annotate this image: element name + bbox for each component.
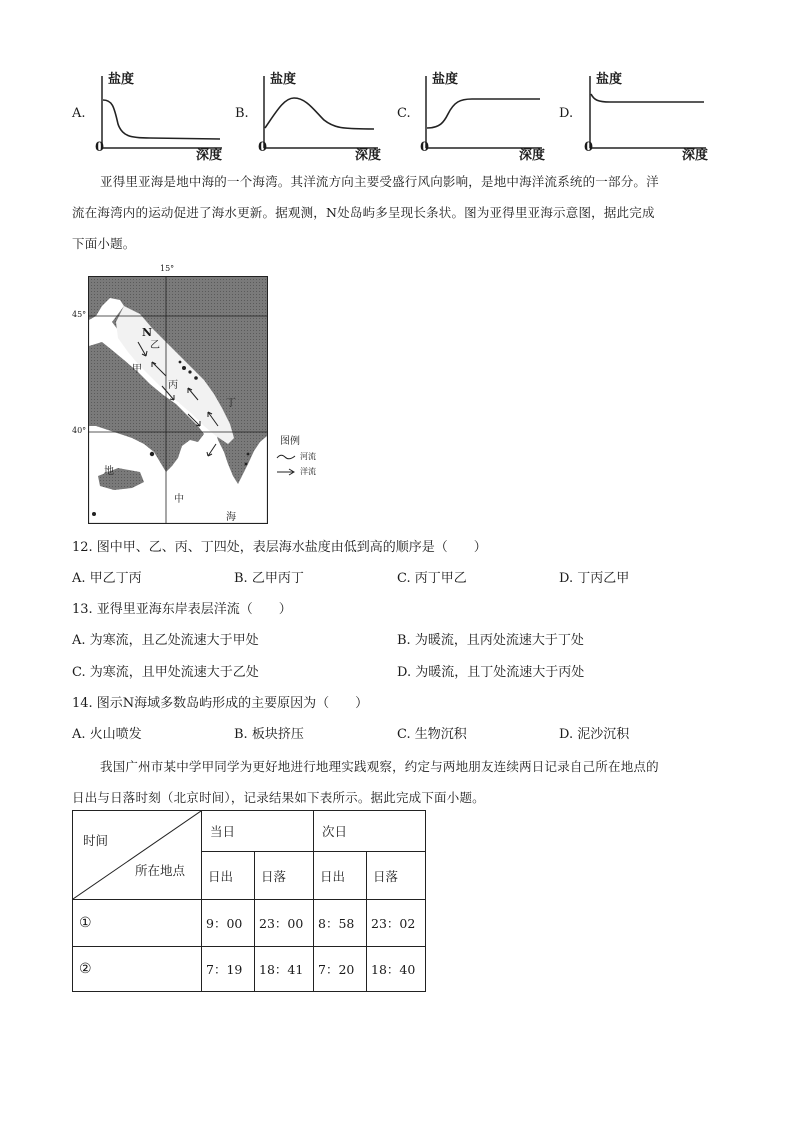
row-place: ② xyxy=(73,947,202,992)
map-legend xyxy=(276,432,336,477)
graph-d-letter: D. xyxy=(559,106,574,121)
row-d2-rise: 8：58 xyxy=(314,900,367,947)
map-label-n: N xyxy=(142,326,153,339)
row-place: ① xyxy=(73,900,202,947)
day1-sunrise-header: 日出 xyxy=(202,852,255,900)
question-13-option-a[interactable]: A. 为寒流，且乙处流速大于甲处 xyxy=(72,633,259,648)
map-sea-char: 地 xyxy=(104,466,114,477)
graph-b-xlabel: 深度 xyxy=(355,148,382,163)
adriatic-map xyxy=(72,264,316,524)
question-14-option-a[interactable]: A. 火山喷发 xyxy=(72,727,142,742)
map-label-ding: 丁 xyxy=(226,398,236,409)
day2-sunrise-header: 日出 xyxy=(314,852,367,900)
question-13-option-c[interactable]: C. 为寒流，且甲处流速大于乙处 xyxy=(72,665,259,680)
map-label-yi: 乙 xyxy=(150,340,160,351)
day2-sunset-header: 日落 xyxy=(367,852,426,900)
question-14-option-c[interactable]: C. 生物沉积 xyxy=(397,727,467,742)
graph-c-letter: C. xyxy=(397,106,411,121)
table-corner-cell xyxy=(73,811,202,900)
graph-c-origin: 0 xyxy=(420,140,430,155)
intro-line: 流在海湾内的运动促进了海水更新。据观测，N处岛屿多呈现长条状。图为亚得里亚海示意图，据此完成 xyxy=(72,205,655,220)
graph-a-ylabel: 盐度 xyxy=(108,72,135,87)
map-sea-char: 海 xyxy=(226,512,236,523)
graph-d-xlabel: 深度 xyxy=(682,148,709,163)
row-d1-set: 23：00 xyxy=(255,900,314,947)
map-lat-40: 40° xyxy=(72,426,87,435)
question-13-option-d[interactable]: D. 为暖流，且丁处流速大于丙处 xyxy=(397,665,585,680)
graph-a-xlabel: 深度 xyxy=(196,148,223,163)
table-row xyxy=(73,900,426,947)
intro-line: 亚得里亚海是地中海的一个海湾。其洋流方向主要受盛行风向影响，是地中海洋流系统的一部分。洋 xyxy=(100,174,659,189)
question-13-option-b[interactable]: B. 为暖流，且丙处流速大于丁处 xyxy=(397,633,584,648)
legend-current-label: 洋流 xyxy=(300,467,316,476)
question-12-option-d[interactable]: D. 丁丙乙甲 xyxy=(559,571,630,586)
graph-b-ylabel: 盐度 xyxy=(270,72,297,87)
row-d2-set: 18：40 xyxy=(367,947,426,992)
map-label-jia: 甲 xyxy=(132,364,142,375)
graph-b-letter: B. xyxy=(235,106,249,121)
question-14-option-b[interactable]: B. 板块挤压 xyxy=(234,727,304,742)
intro2-paragraph xyxy=(72,751,732,813)
graph-c-ylabel: 盐度 xyxy=(432,72,459,87)
intro-paragraph xyxy=(72,166,732,259)
legend-current-row xyxy=(276,466,336,477)
river-symbol-icon xyxy=(276,452,296,462)
row-d2-set: 23：02 xyxy=(367,900,426,947)
row-d1-rise: 7：19 xyxy=(202,947,255,992)
corner-bottom-label: 所在地点 xyxy=(135,863,186,878)
question-12-option-b[interactable]: B. 乙甲丙丁 xyxy=(234,571,304,586)
graph-d-ylabel: 盐度 xyxy=(596,72,623,87)
question-14-option-d[interactable]: D. 泥沙沉积 xyxy=(559,727,630,742)
day1-sunset-header: 日落 xyxy=(255,852,314,900)
legend-title: 图例 xyxy=(280,436,300,447)
graph-a-letter: A. xyxy=(72,106,86,121)
map-label-bing: 丙 xyxy=(168,380,178,391)
map-sea-char: 中 xyxy=(174,494,184,505)
intro2-line: 日出与日落时刻（北京时间），记录结果如下表所示。据此完成下面小题。 xyxy=(72,790,485,805)
corner-diagonal xyxy=(73,811,201,899)
intro2-line: 我国广州市某中学甲同学为更好地进行地理实践观察，约定与两地朋友连续两日记录自己所在地点的 xyxy=(100,759,659,774)
graph-d-origin: 0 xyxy=(584,140,594,155)
current-arrow-icon xyxy=(276,467,296,477)
intro-line: 下面小题。 xyxy=(72,236,136,251)
legend-river-row xyxy=(276,451,336,462)
map-lat-45: 45° xyxy=(72,310,87,319)
question-12-option-c[interactable]: C. 丙丁甲乙 xyxy=(397,571,467,586)
graph-b-origin: 0 xyxy=(258,140,268,155)
row-d2-rise: 7：20 xyxy=(314,947,367,992)
sun-time-table xyxy=(72,810,426,992)
day1-header: 当日 xyxy=(202,811,314,852)
corner-top-label: 时间 xyxy=(83,833,109,848)
legend-river-label: 河流 xyxy=(300,452,316,461)
question-12-stem: 12. 图中甲、乙、丙、丁四处，表层海水盐度由低到高的顺序是（ ） xyxy=(72,540,487,555)
table-row xyxy=(73,947,426,992)
graph-c-xlabel: 深度 xyxy=(519,148,546,163)
question-12-option-a[interactable]: A. 甲乙丁丙 xyxy=(72,571,142,586)
map-lon-15: 15° xyxy=(160,264,175,273)
day2-header: 次日 xyxy=(314,811,426,852)
question-14-stem: 14. 图示N海域多数岛屿形成的主要原因为（ ） xyxy=(72,696,369,711)
row-d1-rise: 9：00 xyxy=(202,900,255,947)
row-d1-set: 18：41 xyxy=(255,947,314,992)
graph-a-origin: 0 xyxy=(95,140,105,155)
question-13-stem: 13. 亚得里亚海东岸表层洋流（ ） xyxy=(72,602,292,617)
